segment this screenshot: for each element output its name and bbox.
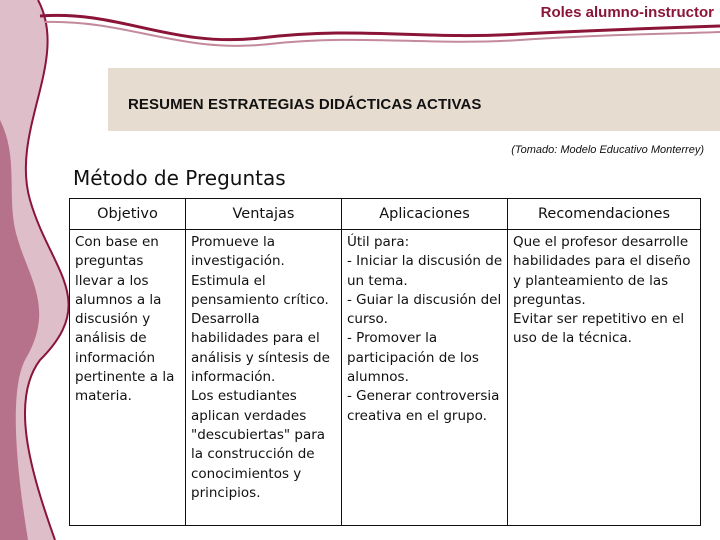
banner-title: RESUMEN ESTRATEGIAS DIDÁCTICAS ACTIVAS xyxy=(128,96,482,113)
cell-recomendaciones: Que el profesor desarrolle habilidades para el diseño y planteamiento de las preguntas. Evitar ser repetitivo en el uso de la técnica. xyxy=(508,230,701,526)
cell-objetivo: Con base en preguntas llevar a los alumnos a la discusión y análisis de información pertinente a la materia. xyxy=(70,230,186,526)
header-objetivo: Objetivo xyxy=(70,199,186,230)
table-header-row xyxy=(70,199,701,230)
cell-aplicaciones: Útil para: - Iniciar la discusión de un tema. - Guiar la discusión del curso. - Promover la participación de los alumnos. - Generar controversia creativa en el grupo. xyxy=(342,230,508,526)
header-recomendaciones: Recomendaciones xyxy=(508,199,701,230)
header-ventajas: Ventajas xyxy=(186,199,342,230)
strategies-table xyxy=(69,198,701,526)
header-title: Roles alumno-instructor xyxy=(540,4,714,21)
source-note: (Tomado: Modelo Educativo Monterrey) xyxy=(511,144,704,156)
table-row xyxy=(70,230,701,526)
header-aplicaciones: Aplicaciones xyxy=(342,199,508,230)
section-title: Método de Preguntas xyxy=(73,166,286,190)
title-banner xyxy=(108,68,720,131)
cell-ventajas: Promueve la investigación. Estimula el pensamiento crítico. Desarrolla habilidades para el análisis y síntesis de información. Los estudiantes aplican verdades "descubiertas" para la construcción de conocimientos y principios. xyxy=(186,230,342,526)
